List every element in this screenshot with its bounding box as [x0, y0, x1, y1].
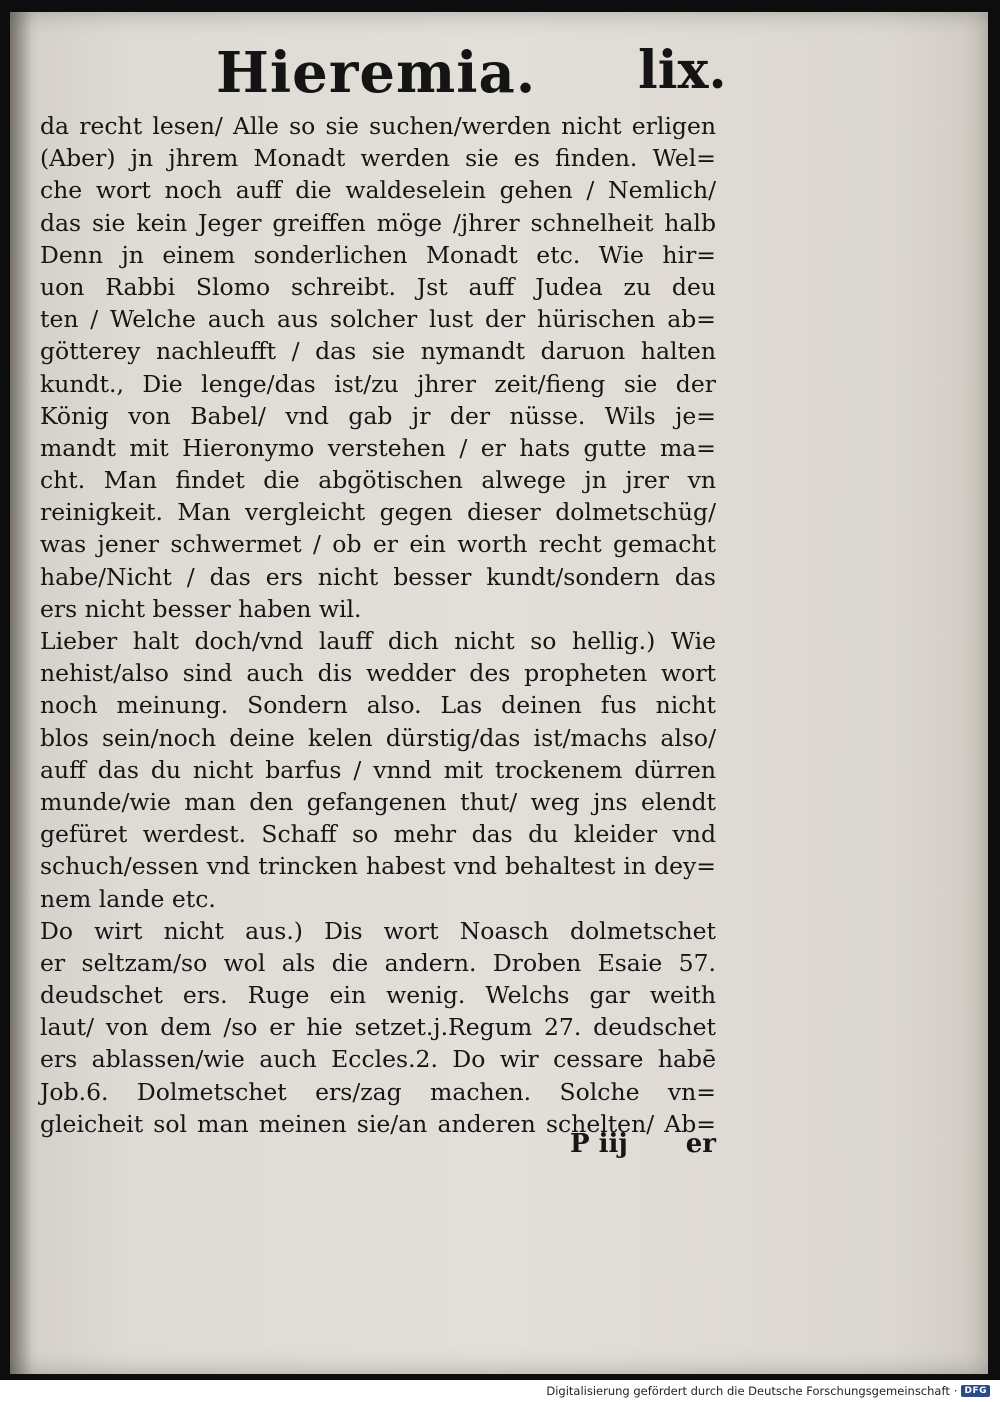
text-line: ten / Welche auch aus solcher lust der hürischen ab= [40, 305, 716, 334]
dfg-logo-icon: DFG [961, 1385, 990, 1397]
text-line: uon Rabbi Slomo schreibt. Jst auff Judea zu deu [40, 272, 716, 301]
text-line: das sie kein Jeger greiffen möge /jhrer schnelheit halb [40, 208, 716, 237]
text-line: gleicheit sol man meinen sie/an anderen schelten/ Ab= [40, 1109, 716, 1138]
digitization-credit: Digitalisierung gefördert durch die Deutsche Forschungsgemeinschaft · DFG [546, 1384, 990, 1398]
signature-line [570, 1129, 716, 1159]
text-line: blos sein/noch deine kelen dürstig/das ist/machs also/ [40, 723, 716, 752]
text-line: was jener schwermet / ob er ein worth recht gemacht [40, 530, 716, 559]
text-line: ers ablassen/wie auch Eccles.2. Do wir cessare habē [40, 1045, 716, 1074]
text-line: ers nicht besser haben wil. [40, 594, 362, 623]
text-line: habe/Nicht / das ers nicht besser kundt/sondern das [40, 562, 716, 591]
gutter-shadow [10, 12, 32, 1374]
text-line: Do wirt nicht aus.) Dis wort Noasch dolmetschet [40, 916, 716, 945]
text-line: er seltzam/so wol als die andern. Droben Esaie 57. [40, 948, 716, 977]
credit-text: Digitalisierung gefördert durch die Deutsche Forschungsgemeinschaft [546, 1384, 950, 1398]
text-line: götterey nachleufft / das sie nymandt daruon halten [40, 337, 716, 366]
text-line: da recht lesen/ Alle so sie suchen/werden nicht erligen [40, 112, 716, 140]
text-line: kundt., Die lenge/das ist/zu jhrer zeit/fieng sie der [40, 369, 716, 398]
book-page [10, 12, 988, 1374]
text-line: auff das du nicht barfus / vnnd mit trockenem dürren [40, 755, 716, 784]
text-line: munde/wie man den gefangenen thut/ weg jns elendt [40, 787, 716, 816]
text-line: laut/ von dem /so er hie setzet.j.Regum 27. deudschet [40, 1013, 716, 1042]
text-line: nem lande etc. [40, 884, 216, 913]
text-line: Job.6. Dolmetschet ers/zag machen. Solche vn= [40, 1077, 716, 1106]
signature-mark: P iij [570, 1129, 628, 1159]
text-line: reinigkeit. Man vergleicht gegen dieser dolmetschüg/ [40, 498, 716, 527]
text-line: König von Babel/ vnd gab jr der nüsse. Wils je= [40, 401, 716, 430]
text-line: noch meinung. Sondern also. Las deinen fus nicht [40, 691, 716, 720]
running-title: Hieremia. [216, 40, 537, 106]
text-line: gefüret werdest. Schaff so mehr das du kleider vnd [40, 820, 716, 849]
text-line: Lieber halt doch/vnd lauff dich nicht so hellig.) Wie [40, 627, 716, 655]
text-line: mandt mit Hieronymo verstehen / er hats gutte ma= [40, 433, 716, 462]
folio-number: lix. [638, 40, 727, 101]
text-line: che wort noch auff die waldeselein gehen / Nemlich/ [40, 176, 716, 205]
body-text [40, 110, 716, 1140]
text-line: (Aber) jn jhrem Monadt werden sie es finden. Wel= [40, 144, 716, 173]
text-line: nehist/also sind auch dis wedder des propheten wort [40, 659, 716, 688]
text-line: deudschet ers. Ruge ein wenig. Welchs gar weith [40, 981, 716, 1010]
text-line: cht. Man findet die abgötischen alwege jn jrer vn [40, 466, 716, 495]
text-line: Denn jn einem sonderlichen Monadt etc. Wie hir= [40, 240, 716, 269]
text-line: schuch/essen vnd trincken habest vnd behaltest in dey= [40, 852, 716, 881]
catchword: er [685, 1129, 716, 1159]
